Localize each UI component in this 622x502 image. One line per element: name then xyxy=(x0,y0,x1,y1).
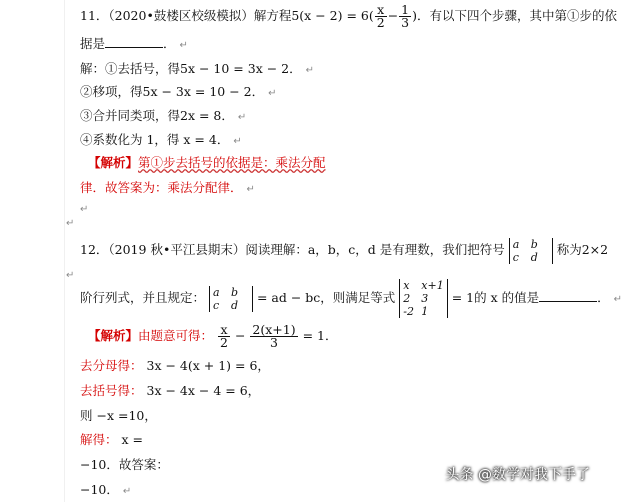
q12-step3: 则 −x =10， xyxy=(80,408,157,423)
blank-line xyxy=(66,266,74,284)
paragraph-mark-icon: ↵ xyxy=(246,184,255,195)
q11-solution-step3: ③合并同类项，得2x = 8． ↵ xyxy=(80,108,247,123)
q12-step6: −10． ↵ xyxy=(80,482,132,497)
q12-step2: 去括号得： 3x − 4x − 4 = 6， xyxy=(80,383,261,398)
paragraph-mark-icon: ↵ xyxy=(122,486,132,497)
page-margin xyxy=(0,0,65,502)
q12-stem-line2: 阶行列式，并且规定： a b c d = ad − bc，则满足等式 x x+1 2 3 -2 1 = 1的 x 的值是 ． ↵ xyxy=(80,279,622,318)
q12-stem-line1: 12．（2019 秋•平江县期末）阅读理解：a，b，c，d 是有理数，我们把符号 a b c d 称为2×2 xyxy=(80,237,609,264)
paragraph-mark-icon: ↵ xyxy=(80,204,89,215)
determinant-equation: x x+1 2 3 -2 1 xyxy=(399,279,447,318)
paragraph-mark-icon: ↵ xyxy=(233,136,242,147)
q12-step4: 解得： x = xyxy=(80,432,143,447)
q11-solution-step4: ④系数化为 1，得 x = 4． ↵ xyxy=(80,132,242,147)
q11-frac-x: $\frac{x}{2}$ xyxy=(376,2,385,30)
q11-tail: )．有以下四个步骤，其中第①步的依 xyxy=(412,8,618,23)
determinant-definition: a b c d xyxy=(209,286,253,312)
paragraph-mark-icon: ↵ xyxy=(66,218,75,229)
q11-solution-step2: ②移项，得5x − 3x = 10 − 2． ↵ xyxy=(80,84,277,99)
paragraph-mark-icon: ↵ xyxy=(305,65,315,76)
paragraph-mark-icon: ↵ xyxy=(66,270,75,281)
q11-head: 11．（2020•鼓楼区校级模拟）解方程5(x − 2) = 6( xyxy=(80,8,374,23)
q11-analysis-line2: 律．故答案为：乘法分配律． ↵ xyxy=(80,180,255,195)
paragraph-mark-icon: ↵ xyxy=(268,88,277,99)
determinant-symbol: a b c d xyxy=(509,238,553,264)
paragraph-mark-icon: ↵ xyxy=(179,40,188,51)
answer-blank xyxy=(539,290,597,302)
paragraph-mark-icon: ↵ xyxy=(613,294,622,305)
q12-equation: $\frac{x}{2}$ − $\frac{2(x+1)}{3}$ = 1． xyxy=(220,322,338,350)
q12-analysis-line1: 【解析】由题意可得： $\frac{x}{2}$ − $\frac{2(x+1)}{3}$ = 1． xyxy=(88,322,338,350)
q11-stem-line1: 11．（2020•鼓楼区校级模拟）解方程5(x − 2) = 6( $\frac{x}{2}$ − $\frac{1}{3}$ )．有以下四个步骤，其中第①步的依 xyxy=(80,2,618,30)
answer-blank xyxy=(105,36,163,48)
q11-solution-step1: 解：①去括号，得5x − 10 = 3x − 2． ↵ xyxy=(80,61,315,76)
q11-analysis-line1: 【解析】第①步去括号的依据是：乘法分配 xyxy=(88,155,326,170)
paragraph-mark-icon: ↵ xyxy=(237,112,247,123)
q12-step1: 去分母得： 3x − 4(x + 1) = 6， xyxy=(80,358,270,373)
q12-step5: −10．故答案： xyxy=(80,457,169,472)
blank-line xyxy=(66,214,74,232)
blank-line xyxy=(80,200,88,218)
q11-stem-line2: 据是 ． ↵ xyxy=(80,36,188,51)
watermark: 头条 @数学对我下手了 xyxy=(445,467,590,483)
q11-frac-1: $\frac{1}{3}$ xyxy=(401,2,410,30)
